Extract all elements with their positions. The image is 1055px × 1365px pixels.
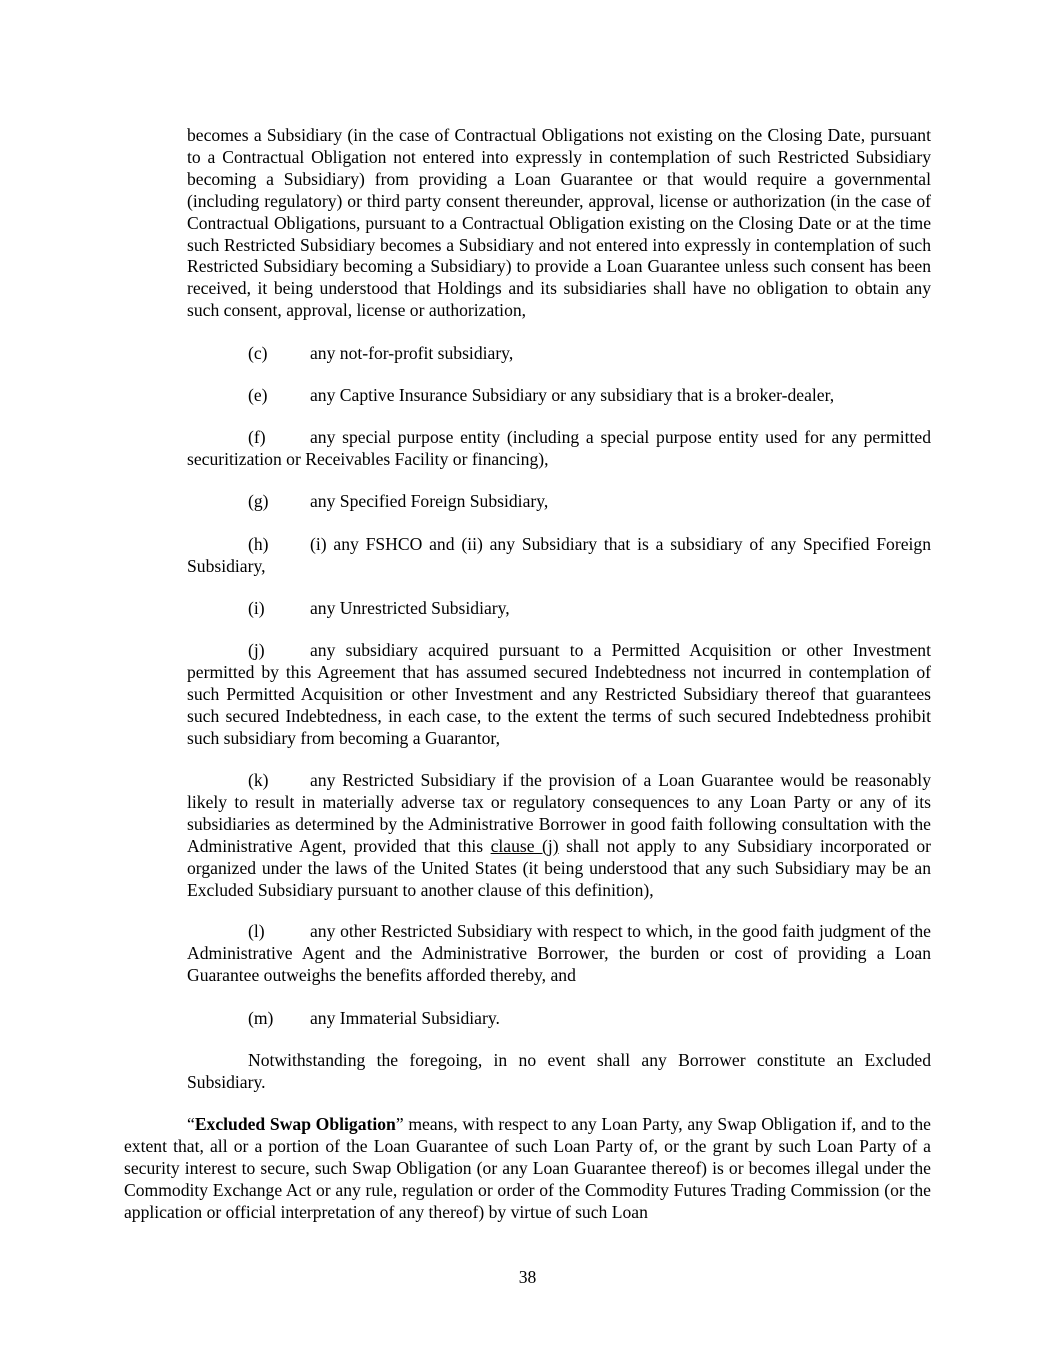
- clause-h-text: (i) any FSHCO and (ii) any Subsidiary that is a subsidiary of any Specified Foreign Subsidiary,: [187, 534, 931, 576]
- clause-l: [187, 921, 931, 987]
- definition-open-quote: “: [187, 1114, 195, 1134]
- clause-j-cross-reference: clause (j): [490, 835, 559, 856]
- clause-i-label: (i): [248, 598, 265, 618]
- clause-e-text: any Captive Insurance Subsidiary or any subsidiary that is a broker-dealer,: [310, 385, 835, 405]
- clause-k-text-before: any Restricted Subsidiary if the provision of a Loan Guarantee would be reasonably likely to result in materially adverse tax or regulatory consequences to any Loan Party or any of its subsidiaries as determined by the Administrative Borrower in good faith following consultation with the Administrative Agent, provided that this: [187, 770, 931, 856]
- clause-m: [248, 1008, 931, 1030]
- clause-k-text-after: shall not apply to any Subsidiary incorporated or organized under the laws of the United States (it being understood that any such Subsidiary may be an Excluded Subsidiary pursuant to another clause of this definition),: [187, 835, 931, 900]
- clause-m-text: any Immaterial Subsidiary.: [310, 1008, 500, 1028]
- clause-l-text: any other Restricted Subsidiary with respect to which, in the good faith judgment of the Administrative Agent and the Administrative Borrower, the burden or cost of providing a Loan Guarantee outweighs the benefits afforded thereby, and: [187, 921, 931, 985]
- clause-c: [248, 343, 931, 365]
- clause-j: [187, 640, 931, 750]
- clause-c-label: (c): [248, 343, 268, 363]
- notwithstanding-paragraph: Notwithstanding the foregoing, in no event shall any Borrower constitute an Excluded Subsidiary.: [187, 1050, 931, 1092]
- clause-l-label: (l): [248, 921, 265, 941]
- clause-g: [248, 491, 931, 513]
- clause-f-label: (f): [248, 427, 266, 447]
- clause-g-text: any Specified Foreign Subsidiary,: [310, 491, 549, 511]
- clause-h: [187, 534, 931, 578]
- page-number: 38: [518, 1267, 537, 1287]
- clause-e-label: (e): [248, 385, 268, 405]
- definition-text: means, with respect to any Loan Party, any Swap Obligation if, and to the extent that, all or a portion of the Loan Guarantee of such Loan Party of, or the grant by such Loan Party of a security interest to secure, such Swap Obligation (or any Loan Guarantee thereof) is or becomes illegal under the Commodity Exchange Act or any rule, regulation or order of the Commodity Futures Trading Commission (or the application or official interpretation of any thereof) by virtue of such Loan: [124, 1114, 931, 1222]
- clause-e: [248, 385, 931, 407]
- clause-j-label: (j): [248, 640, 265, 660]
- clause-g-label: (g): [248, 491, 269, 511]
- clause-k-label: (k): [248, 770, 269, 790]
- clause-f-text: any special purpose entity (including a special purpose entity used for any permitted securitization or Receivables Facility or financing),: [187, 427, 931, 469]
- opening-paragraph: becomes a Subsidiary (in the case of Contractual Obligations not existing on the Closing Date, pursuant to a Contractual Obligation not entered into expressly in contemplation of such Restricted Subsidiary becoming a Subsidiary) from providing a Loan Guarantee or that would require a governmental (including regulatory) or third party consent thereunder, approval, license or authorization (in the case of Contractual Obligations, pursuant to a Contractual Obligation existing on the Closing Date or at the time such Restricted Subsidiary becomes a Subsidiary and not entered into expressly in contemplation of such Restricted Subsidiary becoming a Subsidiary) to provide a Loan Guarantee unless such consent has been received, it being understood that Holdings and its subsidiaries shall have no obligation to obtain any such consent, approval, license or authorization,: [187, 125, 931, 321]
- clause-i: [248, 598, 931, 620]
- clause-h-label: (h): [248, 534, 269, 554]
- clause-i-text: any Unrestricted Subsidiary,: [310, 598, 510, 618]
- clause-f: [187, 427, 931, 471]
- excluded-swap-obligation-definition: [124, 1114, 931, 1224]
- clause-m-label: (m): [248, 1008, 274, 1028]
- clause-j-text: any subsidiary acquired pursuant to a Permitted Acquisition or other Investment permitted by this Agreement that has assumed secured Indebtedness not incurred in contemplation of such Permitted Acquisition or other Investment and any Restricted Subsidiary thereof that guarantees such secured Indebtedness, in each case, to the extent the terms of such secured Indebtedness prohibit such subsidiary from becoming a Guarantor,: [187, 640, 931, 748]
- clause-c-text: any not-for-profit subsidiary,: [310, 343, 514, 363]
- definition-close-quote: ”: [395, 1114, 404, 1134]
- clause-k: [187, 770, 931, 901]
- defined-term: Excluded Swap Obligation: [194, 1114, 396, 1134]
